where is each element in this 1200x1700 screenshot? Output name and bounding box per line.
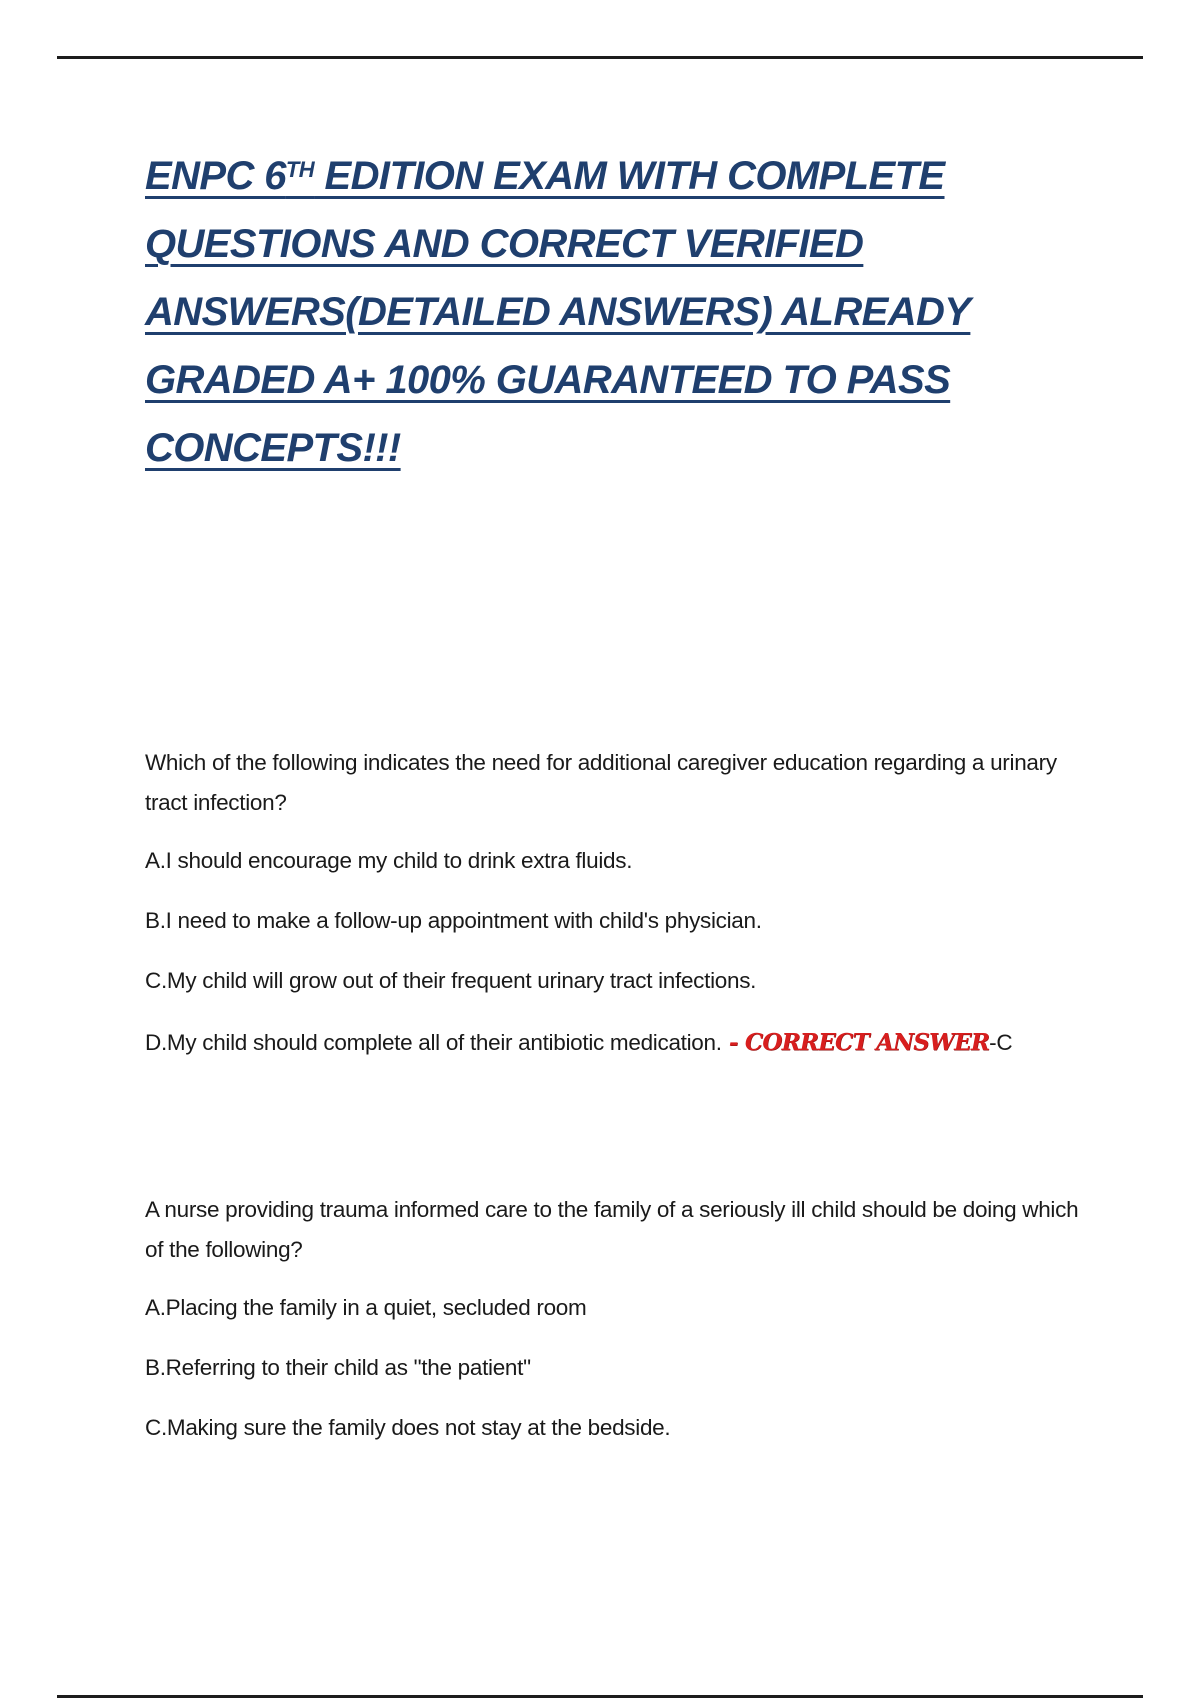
- question-2: [145, 1190, 1095, 1468]
- title-line-4-text: GRADED A+ 100% GUARANTEED TO PASS: [145, 358, 951, 402]
- question-stem: A nurse providing trauma informed care to the family of a seriously ill child should be doing which of the following?: [145, 1197, 1079, 1262]
- option-c: C.My child will grow out of their frequent urinary tract infections.: [145, 968, 757, 993]
- title-line-1: [145, 142, 1025, 210]
- footer-rule: [57, 1695, 1143, 1698]
- option-d-text: D.My child should complete all of their antibiotic medication.: [145, 1030, 722, 1055]
- title-line-2-text: QUESTIONS AND CORRECT VERIFIED: [145, 222, 864, 266]
- title-line-5: [145, 414, 1025, 482]
- title-line-3: [145, 278, 1025, 346]
- option-c: C.Making sure the family does not stay at the bedside.: [145, 1415, 671, 1440]
- title-line-1-pre: ENPC 6: [145, 154, 286, 198]
- correct-answer-label: - CORRECT ANSWER: [721, 1029, 990, 1056]
- title-line-4: [145, 346, 1025, 414]
- option-d: [145, 1021, 1095, 1065]
- title-line-1-post: EDITION EXAM WITH COMPLETE: [314, 154, 945, 198]
- title-line-5-text: CONCEPTS!!!: [145, 426, 401, 470]
- title-superscript: TH: [285, 157, 315, 182]
- title-line-3-text: ANSWERS(DETAILED ANSWERS) ALREADY: [145, 290, 971, 334]
- document-title: [145, 142, 1025, 482]
- option-b: B.I need to make a follow-up appointment with child's physician.: [145, 908, 762, 933]
- option-a: A.Placing the family in a quiet, secluded room: [145, 1295, 587, 1320]
- option-b: B.Referring to their child as "the patient": [145, 1355, 531, 1380]
- question-1: [145, 743, 1095, 1085]
- option-a: A.I should encourage my child to drink extra fluids.: [145, 848, 633, 873]
- question-stem: Which of the following indicates the need for additional caregiver education regarding a urinary tract infection?: [145, 750, 1057, 815]
- title-line-2: [145, 210, 1025, 278]
- answer-letter: -C: [989, 1030, 1013, 1055]
- header-rule: [57, 56, 1143, 59]
